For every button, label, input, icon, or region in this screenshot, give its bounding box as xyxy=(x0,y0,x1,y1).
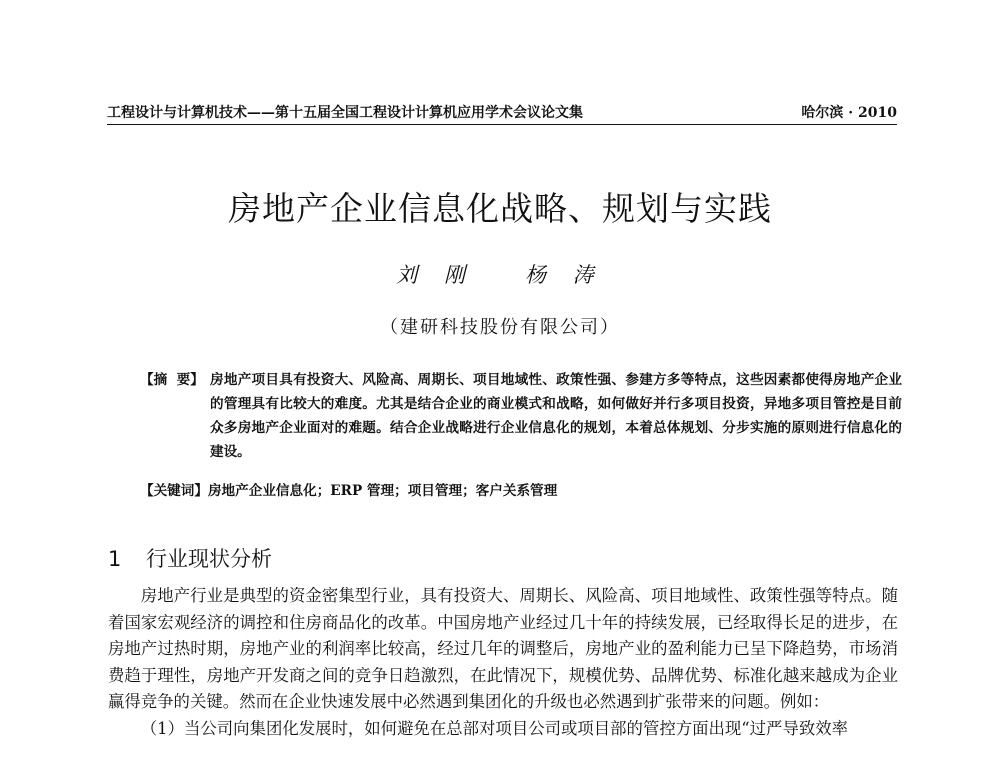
running-header-location-year: 哈尔滨 · 2010 xyxy=(801,105,897,121)
abstract-label: 【摘 要】 xyxy=(140,372,204,388)
running-header-journal: 工程设计与计算机技术——第十五届全国工程设计计算机应用学术会议论文集 xyxy=(107,105,583,121)
section-title: 行业现状分析 xyxy=(146,547,272,571)
keywords xyxy=(140,479,902,499)
abstract-text: 房地产项目具有投资大、风险高、周期长、项目地域性、政策性强、参建方多等特点，这些因素都使得房地产企业的管理具有比较大的难度。尤其是结合企业的商业模式和战略，如何做好并行多项目投资，异地多项目管控是目前众多房地产企业面对的难题。结合企业战略进行企业信息化的规划，本着总体规划、分步实施的原则进行信息化的建设。 xyxy=(210,372,902,460)
body-paragraph: 房地产行业是典型的资金密集型行业，具有投资大、周期长、风险高、项目地域性、政策性强等特点。随着国家宏观经济的调控和住房商品化的改革。中国房地产业经过几十年的持续发展，已经取得长足的进步，在房地产过热时期，房地产业的利润率比较高，经过几年的调整后，房地产业的盈利能力已呈下降趋势，市场消费趋于理性，房地产开发商之间的竞争日趋激烈，在此情况下，规模优势、品牌优势、标准化越来越成为企业赢得竞争的关键。然而在企业快速发展中必然遇到集团化的升级也必然遇到扩张带来的问题。例如： xyxy=(108,586,898,711)
paper-affiliation: （建研科技股份有限公司） xyxy=(380,317,620,338)
keywords-text: 房地产企业信息化；ERP 管理；项目管理；客户关系管理 xyxy=(207,483,558,499)
paper-authors: 刘 刚 杨 涛 xyxy=(396,263,604,287)
body-text xyxy=(108,583,898,760)
paper-title: 房地产企业信息化战略、规划与实践 xyxy=(228,189,772,228)
keywords-label: 【关键词】 xyxy=(140,483,208,499)
body-paragraph: （1）当公司向集团化发展时，如何避免在总部对项目公司或项目部的管控方面出现“过严导致效率 xyxy=(140,718,849,738)
section-number: 1 xyxy=(108,547,122,571)
abstract xyxy=(140,368,902,464)
running-header xyxy=(107,100,897,125)
section-heading xyxy=(108,543,272,573)
